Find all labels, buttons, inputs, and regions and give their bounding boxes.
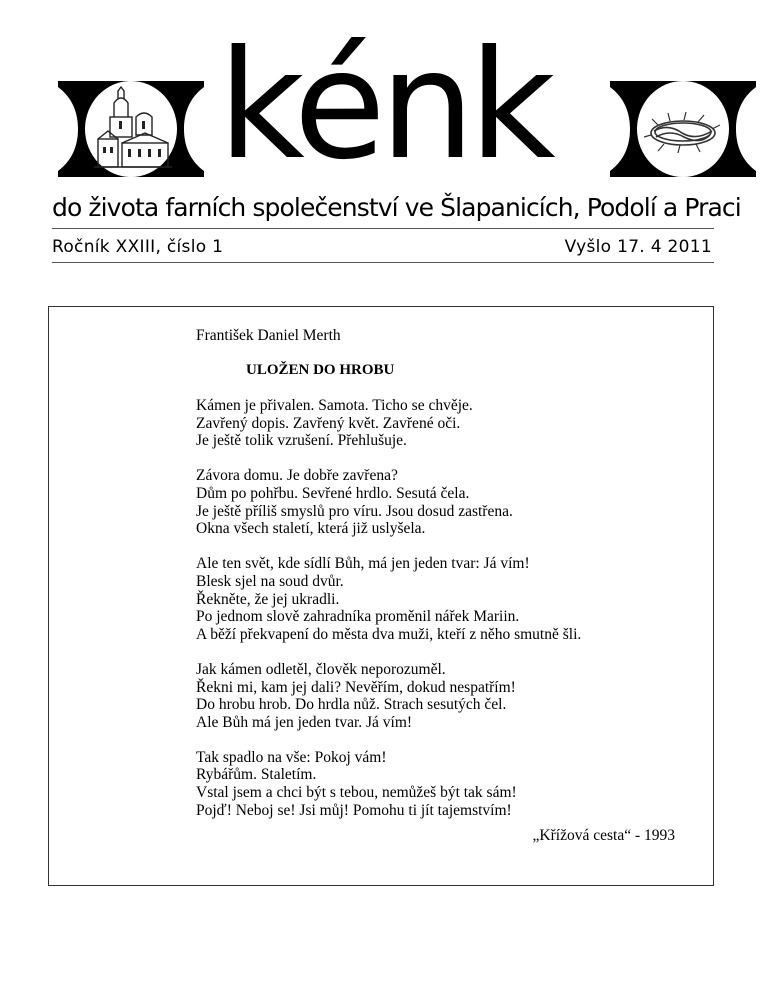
poem-line: Pojď! Neboj se! Jsi můj! Pomohu ti jít tajemstvím! xyxy=(196,801,512,819)
poem-author: František Daniel Merth xyxy=(196,327,341,344)
poem-line: Ale ten svět, kde sídlí Bůh, má jen jeden tvar: Já vím! xyxy=(196,555,530,573)
poem-stanza xyxy=(196,749,581,819)
poem-line: Okna všech staletí, která již uslyšela. xyxy=(196,520,426,538)
publication-date: Vyšlo 17. 4 2011 xyxy=(564,237,712,257)
poem-stanza xyxy=(196,467,581,537)
divider xyxy=(52,228,714,229)
poem-line: Řekněte, že jej ukradli. xyxy=(196,590,340,608)
poem-line: Blesk sjel na soud dvůr. xyxy=(196,572,344,590)
poem-line: Ale Bůh má jen jeden tvar. Já vím! xyxy=(196,713,413,731)
issue-label: Ročník XXIII, číslo 1 xyxy=(52,237,224,257)
poem-stanza xyxy=(196,555,581,643)
poem-line: A běží překvapení do města dva muži, kteří z něho smutně šli. xyxy=(196,625,582,643)
masthead xyxy=(52,19,714,195)
masthead-subtitle: do života farních společenství ve Šlapanicích, Podolí a Praci xyxy=(52,193,741,222)
poem-line: Rybářům. Staletím. xyxy=(196,766,317,784)
church-icon xyxy=(56,77,206,181)
poem-line: Po jednom slově zahradníka proměnil nářek Mariin. xyxy=(196,608,520,626)
poem-line: Jak kámen odletěl, člověk neporozuměl. xyxy=(196,660,446,678)
poem-title: ULOŽEN DO HROBU xyxy=(246,362,395,378)
poem-line: Do hrobu hrob. Do hrdla nůž. Strach sesutých čel. xyxy=(196,696,507,714)
poem-line: Řekni mi, kam jej dali? Nevěřím, dokud nespatřím! xyxy=(196,678,516,696)
poem-line: Vstal jsem a chci být s tebou, nemůžeš být tak sám! xyxy=(196,784,517,802)
poem-body xyxy=(196,397,581,837)
poem-box xyxy=(48,306,714,886)
divider xyxy=(52,262,714,263)
poem-line: Dům po pohřbu. Sevřené hrdlo. Sesutá čela. xyxy=(196,484,470,502)
crown-of-thorns-icon xyxy=(608,77,758,181)
poem-stanza xyxy=(196,397,581,450)
masthead-title: kénk xyxy=(218,19,550,193)
poem-line: Závora domu. Je dobře zavřena? xyxy=(196,467,398,485)
poem-stanza xyxy=(196,661,581,731)
poem-source: „Křížová cesta“ - 1993 xyxy=(532,827,675,844)
poem-line: Kámen je přivalen. Samota. Ticho se chvěje. xyxy=(196,397,473,414)
poem-line: Je ještě tolik vzrušení. Přehlušuje. xyxy=(196,432,407,450)
poem-line: Tak spadlo na vše: Pokoj vám! xyxy=(196,748,387,766)
poem-line: Je ještě příliš smyslů pro víru. Jsou dosud zastřena. xyxy=(196,502,513,520)
poem-line: Zavřený dopis. Zavřený květ. Zavřené oči. xyxy=(196,414,461,432)
